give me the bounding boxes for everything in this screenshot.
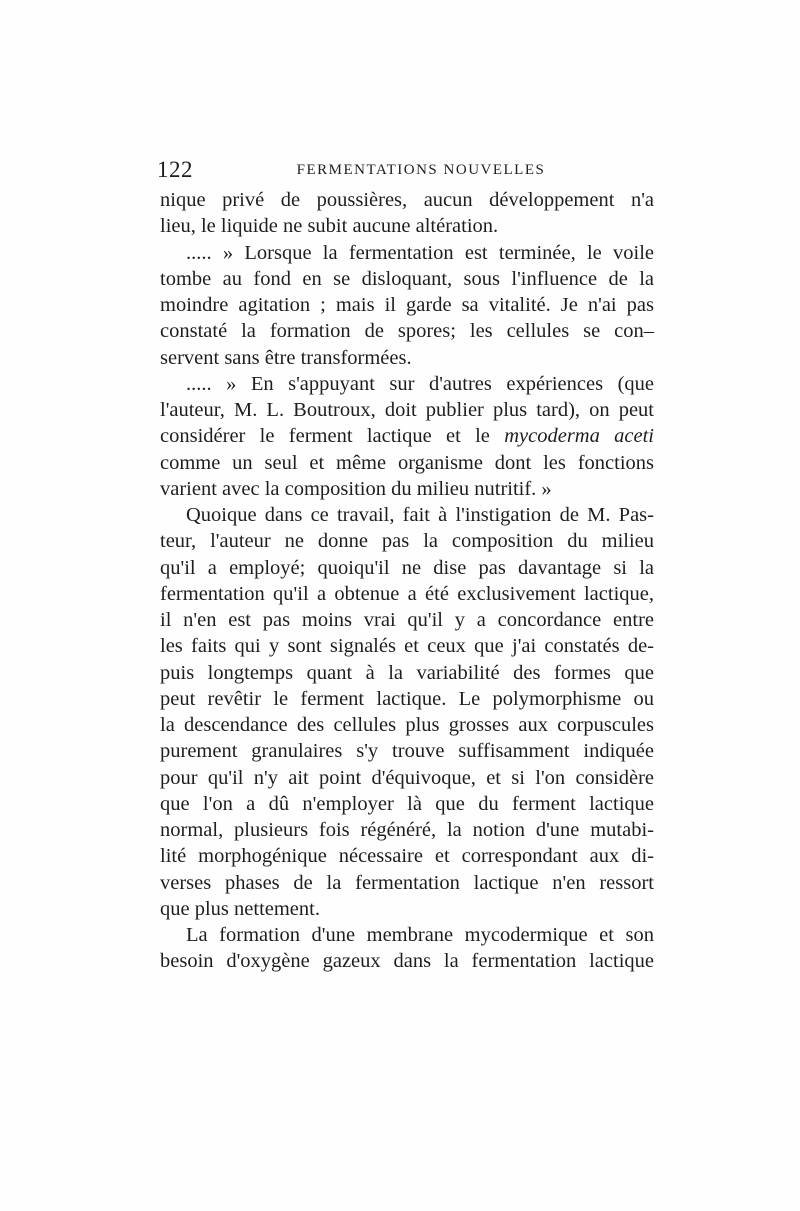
- text-line: Quoique dans ce travail, fait à l'instigation de M. Pas-: [186, 504, 654, 526]
- text-line: lieu, le liquide ne subit aucune altération.: [160, 215, 499, 238]
- text-line: il n'en est pas moins vrai qu'il y a concordance entre: [160, 609, 654, 631]
- text-line: puis longtemps quant à la variabilité des formes que: [160, 661, 654, 684]
- text-line: qu'il a employé; quoiqu'il ne dise pas davantage si la: [160, 556, 654, 579]
- text-line: ..... » Lorsque la fermentation est terminée, le voile: [186, 241, 654, 264]
- page-number: 122: [157, 157, 193, 182]
- text-line: que plus nettement.: [160, 897, 320, 920]
- text-line: varient avec la composition du milieu nutritif. »: [160, 477, 552, 500]
- text-line: l'auteur, M. L. Boutroux, doit publier plus tard), on peut: [160, 399, 654, 421]
- text-line: comme un seul et même organisme dont les fonctions: [160, 451, 654, 474]
- text-line: servent sans être transformées.: [160, 346, 412, 369]
- text-line-segment: considérer le ferment lactique et le: [160, 425, 505, 448]
- text-line: ..... » En s'appuyant sur d'autres expériences (que: [186, 372, 654, 395]
- text-line: verses phases de la fermentation lactique n'en ressort: [160, 871, 654, 894]
- text-line: [160, 423, 654, 449]
- text-line: besoin d'oxygène gazeux dans la fermentation lactique: [160, 950, 654, 973]
- running-header: FERMENTATIONS NOUVELLES: [296, 162, 546, 178]
- text-line: nique privé de poussières, aucun développement n'a: [160, 189, 654, 211]
- text-line: peut revêtir le ferment lactique. Le polymorphisme ou: [160, 687, 654, 710]
- text-line: constaté la formation de spores; les cellules se con–: [160, 320, 654, 343]
- italic-term: mycoderma aceti: [504, 425, 654, 448]
- text-line: la descendance des cellules plus grosses aux corpuscules: [160, 714, 654, 736]
- text-line: pour qu'il n'y ait point d'équivoque, et si l'on considère: [160, 766, 654, 789]
- text-line: fermentation qu'il a obtenue a été exclusivement lactique,: [160, 582, 654, 605]
- body-text: [160, 187, 654, 975]
- text-line: que l'on a dû n'employer là que du ferment lactique: [160, 792, 654, 815]
- text-line: purement granulaires s'y trouve suffisamment indiquée: [160, 740, 654, 763]
- text-line: lité morphogénique nécessaire et correspondant aux di-: [160, 845, 654, 868]
- text-line: les faits qui y sont signalés et ceux que j'ai constatés de-: [160, 635, 654, 658]
- text-line: tombe au fond en se disloquant, sous l'influence de la: [160, 267, 654, 290]
- text-line: teur, l'auteur ne donne pas la composition du milieu: [160, 530, 654, 553]
- text-line: moindre agitation ; mais il garde sa vitalité. Je n'ai pas: [160, 294, 654, 316]
- text-line: normal, plusieurs fois régénéré, la notion d'une mutabi-: [160, 819, 654, 841]
- text-line: La formation d'une membrane mycodermique et son: [186, 924, 654, 946]
